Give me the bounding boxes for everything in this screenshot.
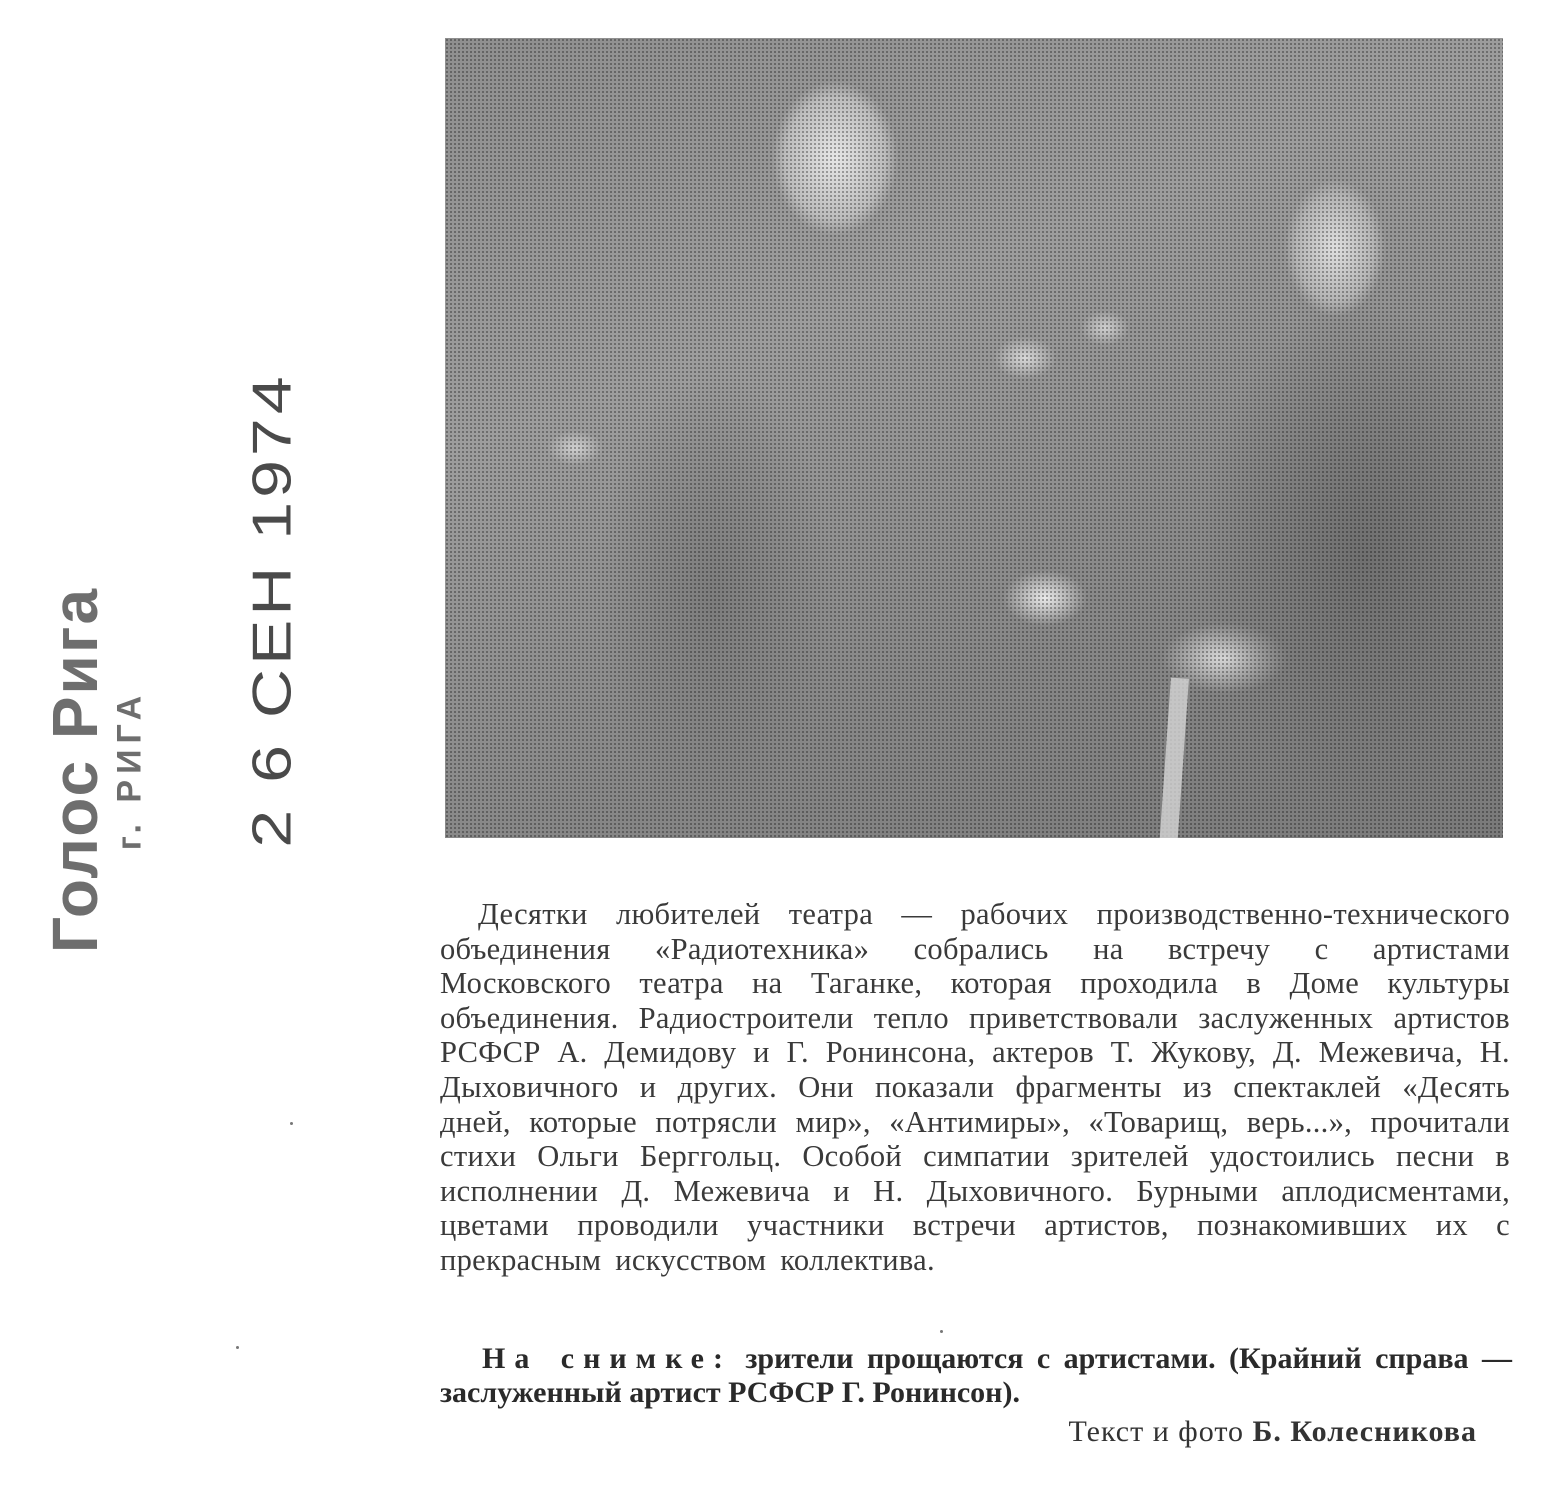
print-speck xyxy=(290,1122,293,1125)
article-body: Десятки любителей театра — рабочих производственно-технического объединения «Радиотехника» собрались на встречу с артистами Московского театра на Таганке, которая проходила в Доме культуры объединения. Радиостроители тепло приветствовали заслуженных артистов РСФСР А. Демидову и Г. Ронинсона, актеров Т. Жукову, Д. Межевича, Н. Дыховичного и других. Они показали фрагменты из спектаклей «Десять дней, которые потрясли мир», «Антимиры», «Товарищ, верь...», прочитали стихи Ольги Берггольц. Особой симпатии зрителей удостоились песни в исполнении Д. Межевича и Н. Дыховичного. Бурными аплодисментами, цветами проводили участники встречи артистов, познакомивших их с прекрасным искусством коллектива. xyxy=(440,897,1510,1277)
photo-caption xyxy=(440,1342,1512,1410)
date-stamp xyxy=(233,372,311,847)
print-speck xyxy=(940,1330,943,1333)
caption-lead: На снимке: xyxy=(482,1342,732,1375)
news-photo xyxy=(445,38,1503,838)
newspaper-name-stamp: Голос Рига xyxy=(39,586,111,954)
date-stamp-text: 2 6 СЕН 1974 xyxy=(241,372,303,848)
print-speck xyxy=(236,1346,239,1349)
caption-text: зрители прощаются с артистами. (Крайний справа — заслуженный артист РСФСР Г. Ронинсон). xyxy=(440,1342,1512,1409)
byline xyxy=(1068,1415,1477,1449)
city-stamp: г. РИГА xyxy=(110,689,149,851)
byline-author: Б. Колесникова xyxy=(1252,1415,1477,1448)
byline-prefix: Текст и фото xyxy=(1068,1415,1245,1448)
